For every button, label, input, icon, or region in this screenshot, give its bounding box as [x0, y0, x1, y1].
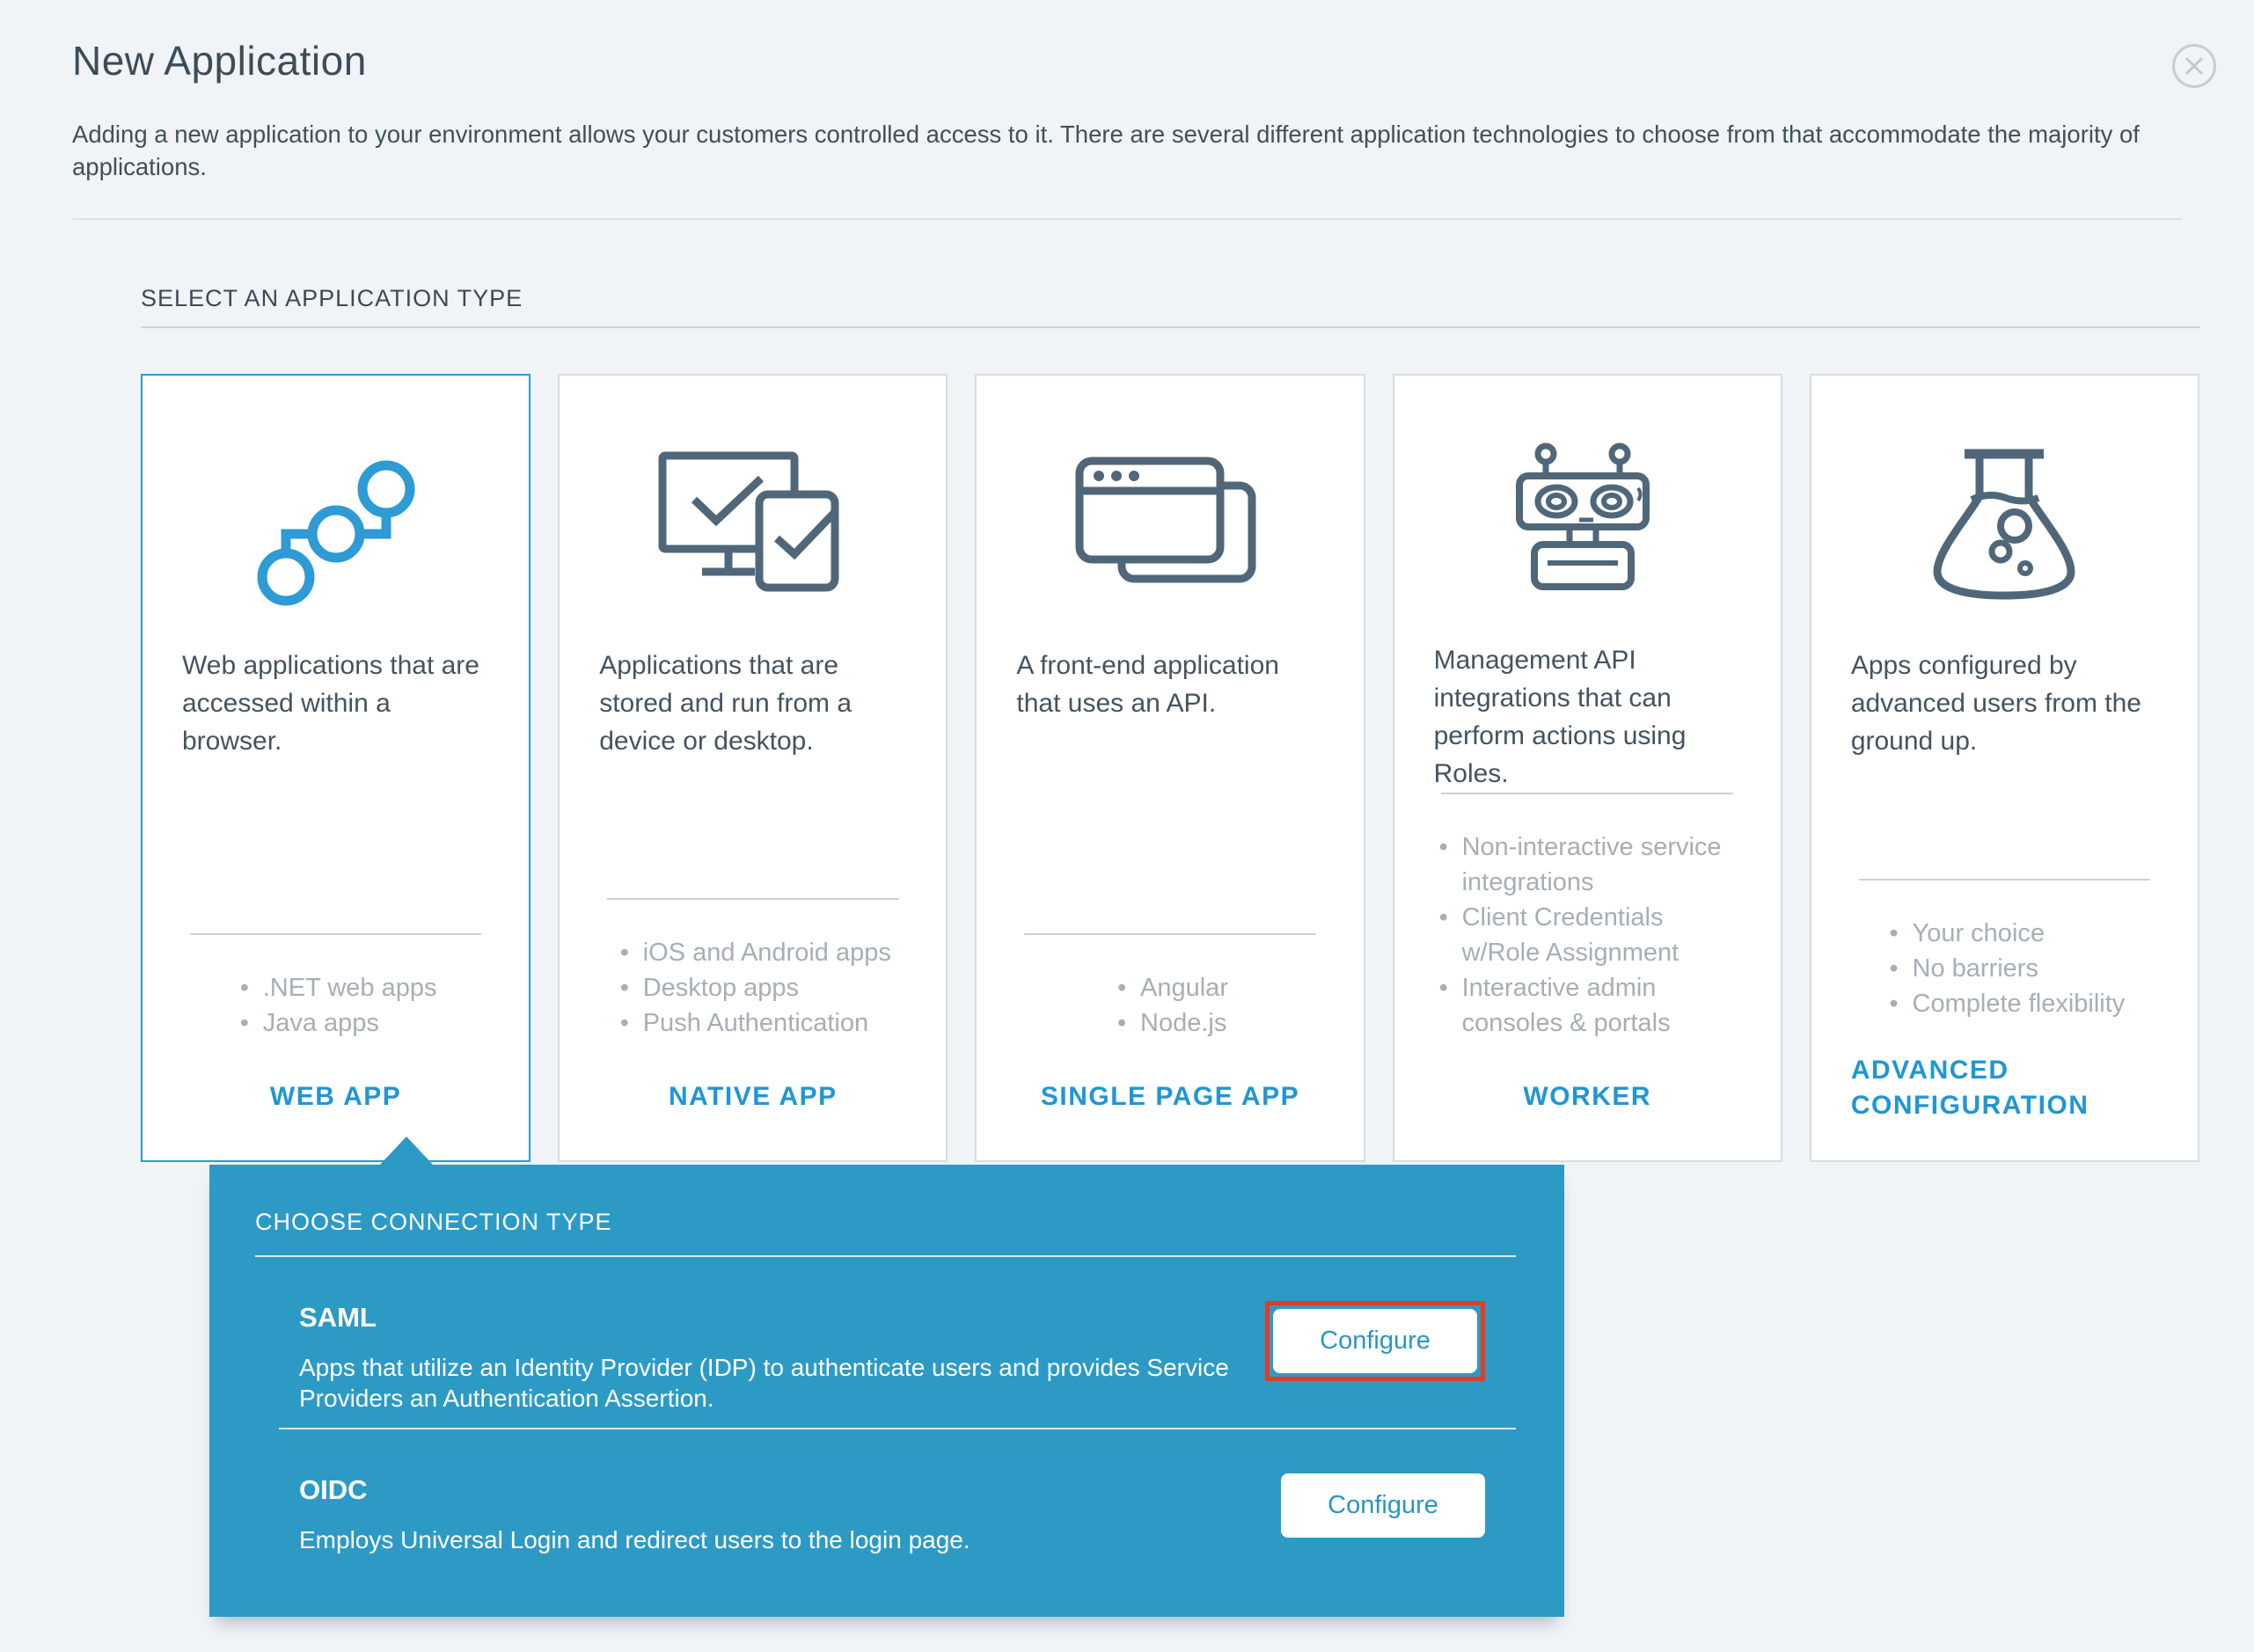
card-description: Management API integrations that can perform actions using Roles. — [1433, 646, 1687, 788]
card-label: SINGLE PAGE APP — [1040, 1082, 1300, 1111]
bullet-item: • Your choice — [1884, 916, 2126, 951]
bullet-item: • .NET web apps — [235, 970, 437, 1005]
close-icon — [2171, 78, 2217, 91]
bullet-item: • Desktop apps — [615, 970, 891, 1005]
app-type-card-advanced-configuration[interactable] — [1810, 374, 2199, 1162]
panel-pointer-arrow — [379, 1137, 434, 1166]
app-type-card-web-app[interactable] — [141, 374, 531, 1162]
card-divider — [607, 898, 899, 900]
oidc-description: Employs Universal Login and redirect users to the login page. — [299, 1526, 970, 1553]
bullet-item: • Node.js — [1112, 1005, 1228, 1041]
card-divider — [190, 933, 482, 935]
bullet-item: • No barriers — [1884, 951, 2126, 986]
app-type-card-worker[interactable] — [1393, 374, 1782, 1162]
card-bullets — [1112, 970, 1228, 1041]
card-description: Apps configured by advanced users from the ground up. — [1850, 651, 2141, 756]
app-type-card-single-page-app[interactable] — [975, 374, 1365, 1162]
card-bullets — [1434, 830, 1741, 1041]
devices-check-icon — [599, 432, 906, 622]
card-label: WORKER — [1523, 1082, 1652, 1111]
bullet-item: • Interactive admin consoles & portals — [1434, 970, 1741, 1041]
card-bullets — [615, 935, 891, 1041]
dialog-description: Adding a new application to your environment allows your customers controlled access to it. There are several different application technologies to choose from that accommodate the majority of applications. — [72, 121, 2140, 180]
bullet-item: • Non-interactive service integrations — [1434, 830, 1741, 900]
page-title: New Application — [72, 38, 367, 84]
connection-panel-heading: CHOOSE CONNECTION TYPE — [255, 1209, 612, 1235]
card-label: ADVANCED CONFIGURATION — [1850, 1056, 2089, 1120]
close-button[interactable] — [2171, 43, 2217, 89]
card-description: A front-end application that uses an API. — [1016, 651, 1279, 718]
card-label: WEB APP — [269, 1082, 402, 1111]
flask-icon — [1851, 432, 2158, 622]
connection-option-saml — [279, 1257, 1516, 1428]
card-description: Applications that are stored and run from a device or desktop. — [599, 651, 853, 756]
highlight-box — [1265, 1301, 1485, 1381]
bullet-item: • Push Authentication — [615, 1005, 891, 1041]
app-type-cards — [141, 374, 2199, 1162]
bullet-item: • Java apps — [235, 1005, 437, 1041]
bullet-item: • Complete flexibility — [1884, 986, 2126, 1021]
card-divider — [1859, 879, 2151, 881]
section-heading: SELECT AN APPLICATION TYPE — [141, 283, 2199, 328]
card-bullets — [235, 970, 437, 1041]
card-divider — [1024, 933, 1316, 935]
card-label: NATIVE APP — [668, 1082, 838, 1111]
bullet-item: • iOS and Android apps — [615, 935, 891, 970]
card-bullets — [1884, 916, 2126, 1021]
browser-windows-icon — [1016, 432, 1323, 622]
nodes-icon — [182, 432, 489, 622]
bullet-item: • Angular — [1112, 970, 1228, 1005]
saml-configure-button[interactable]: Configure — [1273, 1309, 1477, 1373]
oidc-configure-button[interactable]: Configure — [1281, 1473, 1485, 1538]
robot-icon — [1434, 432, 1741, 617]
oidc-title: OIDC — [299, 1474, 368, 1505]
card-divider — [1441, 793, 1733, 794]
saml-description: Apps that utilize an Identity Provider (IDP) to authenticate users and provides Service Providers an Authentication Assertion. — [299, 1354, 1229, 1412]
card-description: Web applications that are accessed within a browser. — [182, 651, 479, 756]
header-divider — [72, 218, 2182, 220]
app-type-card-native-app[interactable] — [558, 374, 948, 1162]
connection-option-oidc — [279, 1429, 1516, 1555]
oidc-button-wrap — [1281, 1473, 1485, 1538]
connection-type-panel — [209, 1165, 1564, 1617]
saml-title: SAML — [299, 1302, 377, 1333]
bullet-item: • Client Credentials w/Role Assignment — [1434, 900, 1741, 970]
